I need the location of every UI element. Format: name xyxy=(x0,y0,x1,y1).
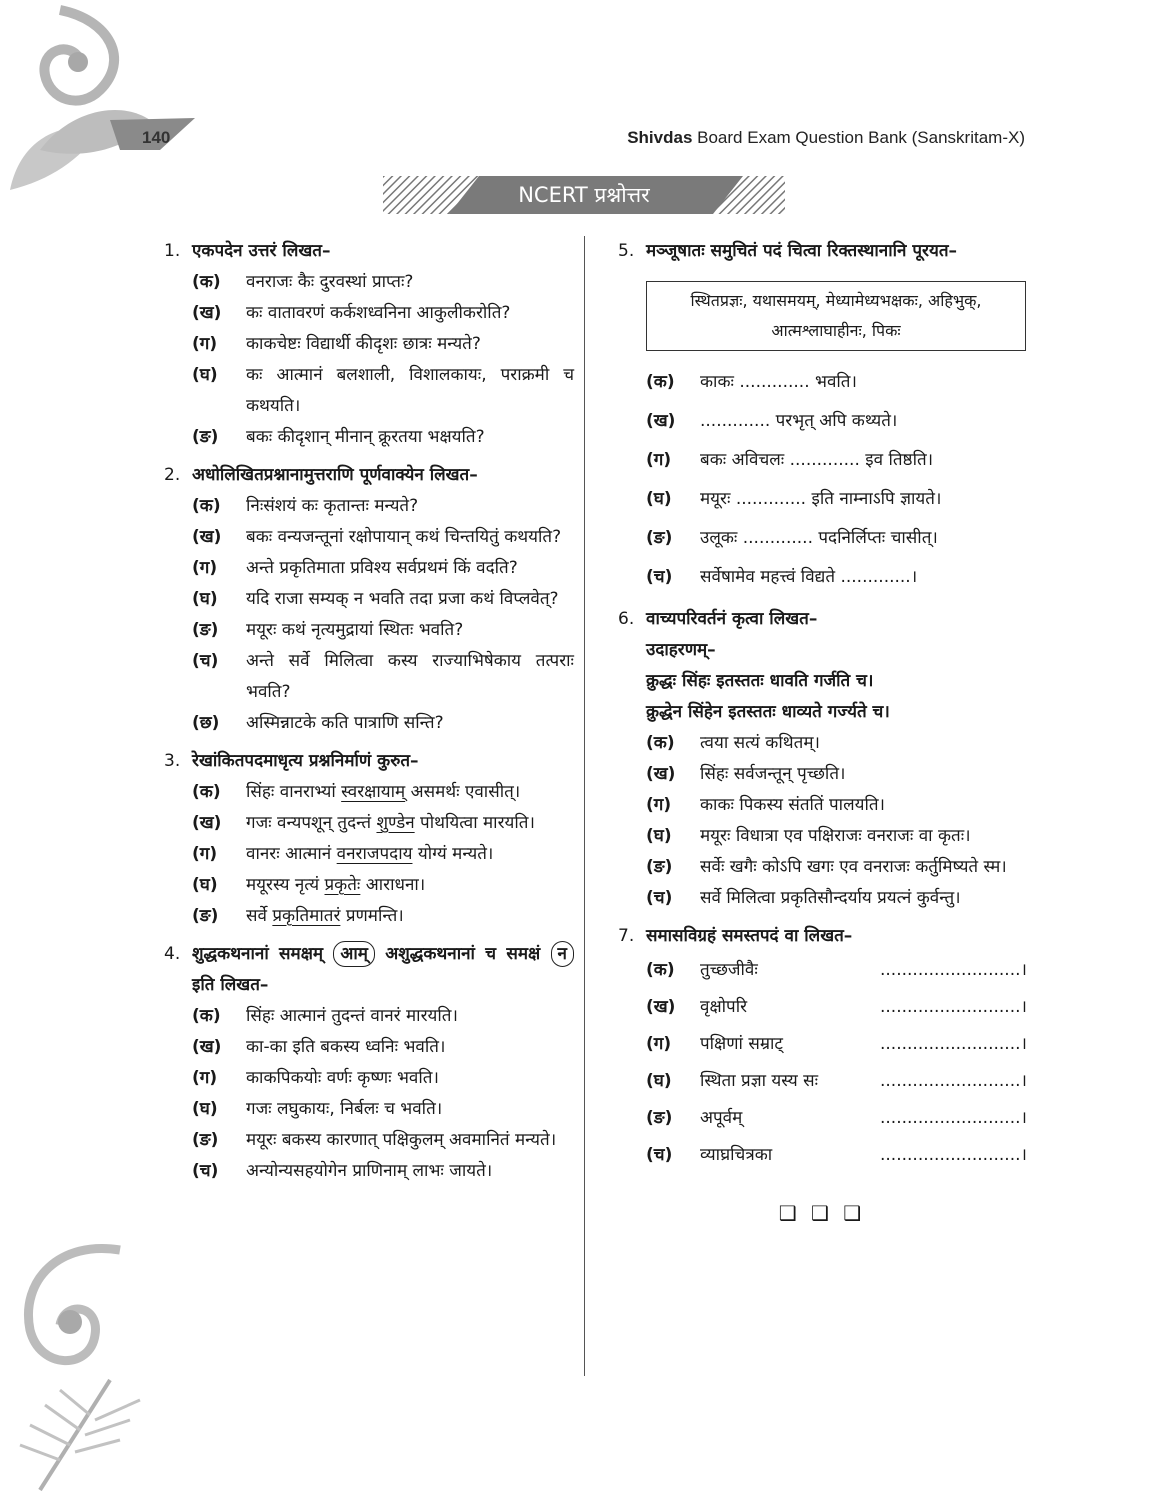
list-item xyxy=(646,759,1026,790)
item-text: सिंहः आत्मानं तुदन्तं वानरं मारयति। xyxy=(246,1006,458,1026)
list-item xyxy=(192,808,574,839)
item-label: (घ) xyxy=(192,875,218,895)
item-text: उलूकः ............. पदनिर्लिप्तः चासीत्। xyxy=(700,528,938,548)
floral-ornament-bottom xyxy=(0,1230,180,1500)
floral-ornament-top xyxy=(0,0,200,200)
item-label: (ख) xyxy=(192,527,222,547)
question-number: 4. xyxy=(164,944,181,964)
item-label: (ख) xyxy=(192,303,222,323)
item-label: (ख) xyxy=(646,997,676,1017)
item-label: (च) xyxy=(646,1145,673,1165)
item-text: काकः पिकस्य संततिं पालयति। xyxy=(700,795,886,815)
section-title: NCERT प्रश्नोत्तर xyxy=(518,183,650,207)
question-3 xyxy=(164,746,574,777)
list-item xyxy=(192,491,574,522)
list-item xyxy=(192,615,574,646)
list-item xyxy=(646,441,1026,480)
item-text: व्याघ्रचित्रका xyxy=(700,1145,773,1165)
item-text: सर्वेषामेव महत्त्वं विद्यते .............। xyxy=(700,567,918,587)
list-item xyxy=(192,522,574,553)
item-text-post: आराधना। xyxy=(365,875,426,895)
answer-blank: ..........................। xyxy=(880,960,1027,980)
list-item xyxy=(192,777,574,808)
list-item xyxy=(192,839,574,870)
item-text-pre: सिंहः वानराभ्यां xyxy=(246,782,336,802)
question-text: एकपदेन उत्तरं लिखत– xyxy=(192,241,331,261)
question-text: रेखांकितपदमाधृत्य प्रश्ननिर्माणं कुरुत– xyxy=(192,751,419,771)
item-text: पक्षिणां सम्राट् xyxy=(700,1034,783,1054)
list-item xyxy=(192,298,574,329)
list-item xyxy=(646,1100,1026,1137)
item-label: (ङ) xyxy=(192,427,219,447)
circled-mark-yes: आम् xyxy=(333,941,375,967)
item-text xyxy=(246,839,574,870)
item-text: ............. परभृत् अपि कथ्यते। xyxy=(700,411,898,431)
item-label: (ङ) xyxy=(192,1130,219,1150)
item-text: गजः लघुकायः, निर्बलः च भवति। xyxy=(246,1099,443,1119)
question-number: 5. xyxy=(618,241,635,261)
item-text: मयूरः बकस्य कारणात् पक्षिकुलम् अवमानितं मन्यते। xyxy=(246,1130,557,1150)
list-item xyxy=(646,989,1026,1026)
underlined-word: वनराजपदाय xyxy=(336,844,413,864)
list-item xyxy=(646,883,1026,914)
question-number: 1. xyxy=(164,241,181,261)
example-sentence-passive: क्रुद्धेन सिंहेन इतस्ततः धाव्यते गर्ज्यते च। xyxy=(646,702,890,722)
question-2 xyxy=(164,460,574,491)
question-text-part: अशुद्धकथनानां च समक्षं xyxy=(385,944,541,964)
list-item xyxy=(192,901,574,932)
item-text: अस्मिन्नाटके कति पात्राणि सन्ति? xyxy=(246,713,444,733)
item-text-post: असमर्थः एवासीत्। xyxy=(410,782,521,802)
item-text: सर्वे मिलित्वा प्रकृतिसौन्दर्याय प्रयत्नं कुर्वन्तु। xyxy=(700,888,961,908)
item-text: मयूरः विधात्रा एव पक्षिराजः वनराजः वा कृतः। xyxy=(700,826,971,846)
item-label: (ङ) xyxy=(646,1108,673,1128)
item-label: (ग) xyxy=(192,1068,218,1088)
item-text: काकपिकयोः वर्णः कृष्णः भवति। xyxy=(246,1068,439,1088)
item-label: (च) xyxy=(646,567,673,587)
example-sentence-active: क्रुद्धः सिंहः इतस्ततः धावति गर्जति च। xyxy=(646,671,874,691)
question-number: 6. xyxy=(618,609,635,629)
answer-blank: ..........................। xyxy=(880,997,1027,1017)
question-number: 7. xyxy=(618,926,635,946)
item-text: बकः कीदृशान् मीनान् क्रूरतया भक्षयति? xyxy=(246,427,485,447)
question-1 xyxy=(164,236,574,267)
list-item xyxy=(646,821,1026,852)
question-number: 3. xyxy=(164,751,181,771)
item-text: स्थिता प्रज्ञा यस्य सः xyxy=(700,1071,819,1091)
underlined-word: प्रकृतेः xyxy=(324,875,361,895)
item-text: वनराजः कैः दुरवस्थां प्राप्तः? xyxy=(246,272,414,292)
item-label: (घ) xyxy=(192,589,218,609)
list-item xyxy=(646,363,1026,402)
item-label: (ग) xyxy=(192,558,218,578)
question-text: मञ्जूषातः समुचितं पदं चित्वा रिक्तस्थानानि पूरयत– xyxy=(646,241,958,261)
item-label: (ङ) xyxy=(192,620,219,640)
question-text xyxy=(192,939,574,1001)
item-label: (ख) xyxy=(192,1037,222,1057)
item-label: (ग) xyxy=(192,334,218,354)
item-text: अन्योन्यसहयोगेन प्राणिनाम् लाभः जायते। xyxy=(246,1161,493,1181)
item-text: तुच्छजीवैः xyxy=(700,960,758,980)
item-text: सर्वेः खगैः कोऽपि खगः एव वनराजः कर्तुमिष्यते स्म। xyxy=(700,857,1007,877)
list-item xyxy=(646,1063,1026,1100)
item-label: (क) xyxy=(192,496,221,516)
question-6 xyxy=(618,604,1026,635)
list-item xyxy=(192,553,574,584)
item-label: (च) xyxy=(646,888,673,908)
item-label: (घ) xyxy=(192,1099,218,1119)
item-label: (क) xyxy=(192,782,221,802)
answer-blank: ..........................। xyxy=(880,1145,1027,1165)
item-text: बकः अविचलः ............. इव तिष्ठति। xyxy=(700,450,934,470)
book-title xyxy=(627,128,1025,148)
item-label: (घ) xyxy=(646,1071,672,1091)
item-label: (च) xyxy=(192,651,219,671)
item-text-post: पोथयित्वा मारयति। xyxy=(420,813,535,833)
item-label: (क) xyxy=(192,272,221,292)
item-text: काकः ............. भवति। xyxy=(700,372,857,392)
list-item xyxy=(192,267,574,298)
list-item xyxy=(192,360,574,422)
item-label: (घ) xyxy=(192,365,218,385)
book-title-text: Board Exam Question Bank (Sanskritam-X) xyxy=(697,128,1025,147)
list-item xyxy=(192,870,574,901)
question-7 xyxy=(618,921,1026,952)
item-label: (ग) xyxy=(646,450,672,470)
list-item xyxy=(192,646,574,708)
item-text: अपूर्वम् xyxy=(700,1108,743,1128)
list-item xyxy=(646,952,1026,989)
answer-blank: ..........................। xyxy=(880,1034,1027,1054)
item-label: (ङ) xyxy=(192,906,219,926)
item-text: मयूरः कथं नृत्यमुद्रायां स्थितः भवति? xyxy=(246,620,464,640)
list-item xyxy=(192,1001,574,1032)
example-label: उदाहरणम्– xyxy=(646,640,716,660)
item-text-pre: गजः वन्यपशून् तुदन्तं xyxy=(246,813,372,833)
question-text: समासविग्रहं समस्तपदं वा लिखत– xyxy=(646,926,853,946)
item-text-post: प्रणमन्ति। xyxy=(345,906,404,926)
item-label: (ख) xyxy=(646,764,676,784)
list-item xyxy=(192,1125,574,1156)
list-item xyxy=(646,1137,1026,1174)
underlined-word: स्वरक्षायाम् xyxy=(341,782,406,802)
item-text: त्वया सत्यं कथितम्। xyxy=(700,733,820,753)
question-text: अधोलिखितप्रश्नानामुत्तराणि पूर्णवाक्येन लिखत– xyxy=(192,465,478,485)
question-4 xyxy=(164,939,574,1001)
list-item xyxy=(646,480,1026,519)
item-label: (घ) xyxy=(646,489,672,509)
item-text: कः वातावरणं कर्कशध्वनिना आकुलीकरोति? xyxy=(246,303,511,323)
item-text: कः आत्मानं बलशाली, विशालकायः, पराक्रमी च कथयति। xyxy=(246,365,574,416)
item-text: अन्ते सर्वे मिलित्वा कस्य राज्याभिषेकाय तत्पराः भवति? xyxy=(246,651,574,702)
question-text-part: इति लिखत– xyxy=(192,975,269,995)
item-label: (क) xyxy=(646,733,675,753)
list-item xyxy=(192,584,574,615)
item-label: (क) xyxy=(646,372,675,392)
item-text-pre: मयूरस्य नृत्यं xyxy=(246,875,320,895)
question-text: वाच्यपरिवर्तनं कृत्वा लिखत– xyxy=(646,609,818,629)
list-item xyxy=(192,1032,574,1063)
circled-mark-no: न xyxy=(551,941,574,967)
item-label: (क) xyxy=(192,1006,221,1026)
end-of-section-mark: ❑ ❑ ❑ xyxy=(778,1201,866,1225)
answer-blank: ..........................। xyxy=(880,1108,1027,1128)
list-item xyxy=(646,558,1026,597)
item-label: (ख) xyxy=(192,813,222,833)
item-label: (ग) xyxy=(646,795,672,815)
list-item xyxy=(646,1026,1026,1063)
underlined-word: प्रकृतिमातरं xyxy=(272,906,341,926)
item-label: (च) xyxy=(192,1161,219,1181)
item-text: सिंहः सर्वजन्तून् पृच्छति। xyxy=(700,764,846,784)
item-text xyxy=(246,808,574,839)
list-item xyxy=(192,329,574,360)
item-label: (ग) xyxy=(192,844,218,864)
item-text xyxy=(246,777,574,808)
item-text-post: योग्यं मन्यते। xyxy=(417,844,494,864)
left-column xyxy=(164,236,574,1187)
item-label: (क) xyxy=(646,960,675,980)
list-item xyxy=(646,852,1026,883)
item-text: वृक्षोपरि xyxy=(700,997,748,1017)
question-text-part: शुद्धकथनानां समक्षम् xyxy=(192,944,324,964)
book-brand: Shivdas xyxy=(627,128,693,147)
item-text: काकचेष्टः विद्यार्थी कीदृशः छात्रः मन्यते? xyxy=(246,334,481,354)
item-text-pre: सर्वे xyxy=(246,906,267,926)
column-divider xyxy=(584,236,585,1376)
list-item xyxy=(192,708,574,739)
list-item xyxy=(192,422,574,453)
list-item xyxy=(646,728,1026,759)
item-text xyxy=(246,901,574,932)
answer-blank: ..........................। xyxy=(880,1071,1027,1091)
item-label: (ङ) xyxy=(646,528,673,548)
item-label: (घ) xyxy=(646,826,672,846)
item-text: अन्ते प्रकृतिमाता प्रविश्य सर्वप्रथमं किं वदति? xyxy=(246,558,518,578)
item-text-pre: वानरः आत्मानं xyxy=(246,844,332,864)
item-label: (छ) xyxy=(192,713,220,733)
list-item xyxy=(192,1063,574,1094)
item-text: निःसंशयं कः कृतान्तः मन्यते? xyxy=(246,496,419,516)
item-text xyxy=(246,870,574,901)
word-box: स्थितप्रज्ञः, यथासमयम्, मेध्यामेध्यभक्षकः, अहिभुक्, आत्मश्लाघाहीनः, पिकः xyxy=(646,281,1026,351)
item-text: का-का इति बकस्य ध्वनिः भवति। xyxy=(246,1037,446,1057)
item-label: (ङ) xyxy=(646,857,673,877)
item-label: (ग) xyxy=(646,1034,672,1054)
list-item xyxy=(192,1156,574,1187)
page-number: 140 xyxy=(142,128,171,147)
item-text: मयूरः ............. इति नाम्नाऽपि ज्ञायते। xyxy=(700,489,942,509)
list-item xyxy=(646,790,1026,821)
item-text: बकः वन्यजन्तूनां रक्षोपायान् कथं चिन्तयितुं कथयति? xyxy=(246,527,562,547)
question-5 xyxy=(618,236,1026,267)
item-text: यदि राजा सम्यक् न भवति तदा प्रजा कथं विप्लवेत्? xyxy=(246,589,559,609)
list-item xyxy=(192,1094,574,1125)
item-label: (ख) xyxy=(646,411,676,431)
list-item xyxy=(646,519,1026,558)
underlined-word: शुण्डेन xyxy=(376,813,415,833)
question-number: 2. xyxy=(164,465,181,485)
list-item xyxy=(646,402,1026,441)
right-column xyxy=(618,236,1026,1229)
